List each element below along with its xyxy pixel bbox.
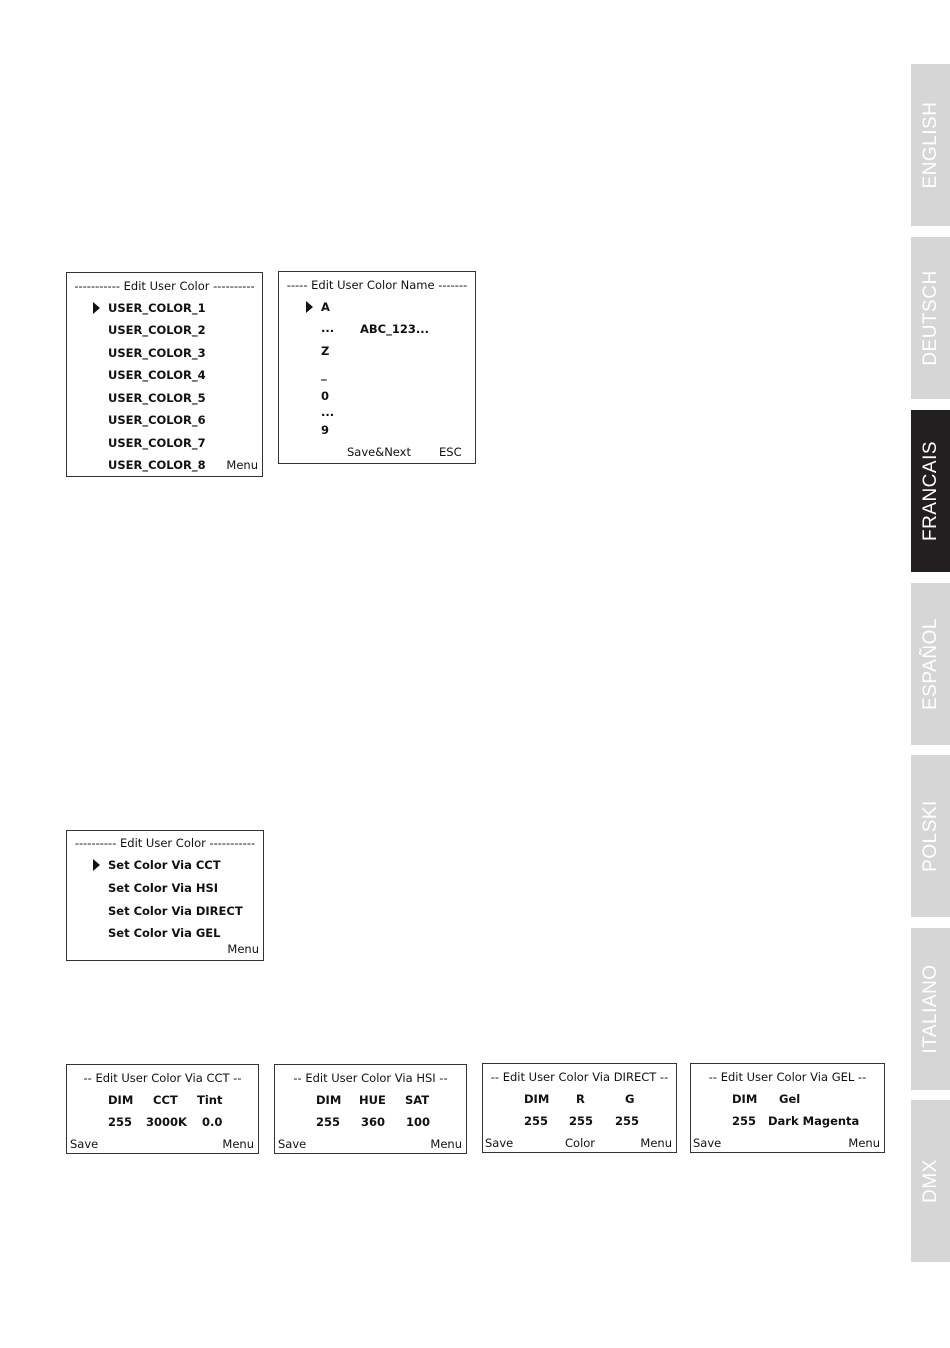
dim-value[interactable]: 255 — [108, 1115, 133, 1129]
tint-value[interactable]: 0.0 — [202, 1115, 223, 1129]
list-item[interactable]: USER_COLOR_3 — [108, 346, 206, 360]
tab-label: DMX — [919, 1159, 941, 1203]
sat-value[interactable]: 100 — [406, 1115, 431, 1129]
dim-value[interactable]: 255 — [524, 1114, 549, 1128]
screen-title: ----- Edit User Color Name ------- — [286, 278, 468, 292]
menu-button[interactable]: Menu — [640, 1136, 672, 1150]
column-header: DIM — [108, 1093, 134, 1107]
screen-title: -- Edit User Color Via HSI -- — [293, 1071, 448, 1085]
selection-arrow-icon — [93, 302, 100, 314]
screen-title: -- Edit User Color Via CCT -- — [83, 1071, 242, 1085]
g-value[interactable]: 255 — [615, 1114, 640, 1128]
list-item[interactable]: USER_COLOR_1 — [108, 301, 206, 315]
tab-francais[interactable] — [911, 410, 950, 572]
menu-button[interactable]: Menu — [848, 1136, 880, 1150]
char-option[interactable]: ... — [321, 321, 335, 335]
list-item[interactable]: USER_COLOR_8 — [108, 458, 206, 472]
screen-title: -- Edit User Color Via DIRECT -- — [490, 1070, 669, 1084]
esc-button[interactable]: ESC — [439, 445, 462, 459]
char-option[interactable]: A — [321, 300, 330, 314]
column-header: R — [576, 1092, 585, 1106]
tab-label: FRANCAIS — [919, 440, 941, 542]
column-header: DIM — [316, 1093, 342, 1107]
char-option[interactable]: Z — [321, 344, 330, 358]
list-item[interactable]: USER_COLOR_6 — [108, 413, 206, 427]
column-header: Gel — [779, 1092, 801, 1106]
selection-arrow-icon — [306, 301, 313, 313]
gel-value[interactable]: Dark Magenta — [768, 1114, 860, 1128]
tab-label: DEUTSCH — [919, 270, 941, 366]
screen-title: ----------- Edit User Color ---------- — [74, 279, 255, 293]
tab-label: ESPAÑOL — [919, 618, 941, 710]
list-item[interactable]: USER_COLOR_4 — [108, 368, 206, 382]
menu-button[interactable]: Menu — [226, 458, 258, 472]
menu-button[interactable]: Menu — [430, 1137, 462, 1151]
hue-value[interactable]: 360 — [361, 1115, 386, 1129]
color-button[interactable]: Color — [565, 1136, 596, 1150]
column-header: SAT — [405, 1093, 430, 1107]
name-value: ABC_123... — [360, 322, 429, 336]
save-button[interactable]: Save — [485, 1136, 514, 1150]
column-header: CCT — [153, 1093, 178, 1107]
tab-label: POLSKI — [919, 800, 941, 872]
column-header: DIM — [732, 1092, 758, 1106]
column-header: HUE — [359, 1093, 386, 1107]
edit-via-direct-screen — [482, 1063, 677, 1153]
screen-title: ---------- Edit User Color ----------- — [74, 836, 256, 850]
list-item[interactable]: Set Color Via GEL — [108, 926, 221, 940]
tab-espanol[interactable] — [911, 583, 950, 745]
tab-label: ITALIANO — [919, 964, 941, 1054]
edit-user-color-name-screen — [278, 271, 476, 464]
screen-title: -- Edit User Color Via GEL -- — [708, 1070, 867, 1084]
char-option[interactable]: ... — [321, 405, 335, 419]
tab-deutsch[interactable] — [911, 237, 950, 399]
list-item[interactable]: USER_COLOR_5 — [108, 391, 206, 405]
set-color-method-screen — [66, 830, 264, 961]
list-item[interactable]: Set Color Via HSI — [108, 881, 219, 895]
edit-via-hsi-screen — [274, 1064, 467, 1154]
list-item[interactable]: Set Color Via DIRECT — [108, 904, 243, 918]
list-item[interactable]: USER_COLOR_2 — [108, 323, 206, 337]
menu-button[interactable]: Menu — [227, 942, 259, 956]
edit-via-cct-screen — [66, 1064, 259, 1154]
r-value[interactable]: 255 — [569, 1114, 594, 1128]
char-option[interactable]: 9 — [321, 423, 330, 437]
save-next-button[interactable]: Save&Next — [347, 445, 411, 459]
char-option[interactable]: 0 — [321, 389, 330, 403]
column-header: DIM — [524, 1092, 550, 1106]
save-button[interactable]: Save — [70, 1137, 99, 1151]
list-item[interactable]: Set Color Via CCT — [108, 858, 221, 872]
save-button[interactable]: Save — [278, 1137, 307, 1151]
char-option[interactable]: _ — [321, 367, 327, 381]
selection-arrow-icon — [93, 859, 100, 871]
column-header: G — [625, 1092, 635, 1106]
save-button[interactable]: Save — [693, 1136, 722, 1150]
tab-label: ENGLISH — [919, 101, 941, 189]
edit-via-gel-screen — [690, 1063, 885, 1153]
tab-polski[interactable] — [911, 755, 950, 917]
edit-user-color-screen — [66, 272, 263, 477]
dim-value[interactable]: 255 — [316, 1115, 341, 1129]
tab-italiano[interactable] — [911, 928, 950, 1090]
tab-dmx[interactable] — [911, 1100, 950, 1262]
dim-value[interactable]: 255 — [732, 1114, 757, 1128]
list-item[interactable]: USER_COLOR_7 — [108, 436, 206, 450]
menu-button[interactable]: Menu — [222, 1137, 254, 1151]
cct-value[interactable]: 3000K — [146, 1115, 187, 1129]
column-header: Tint — [197, 1093, 223, 1107]
tab-english[interactable] — [911, 64, 950, 226]
